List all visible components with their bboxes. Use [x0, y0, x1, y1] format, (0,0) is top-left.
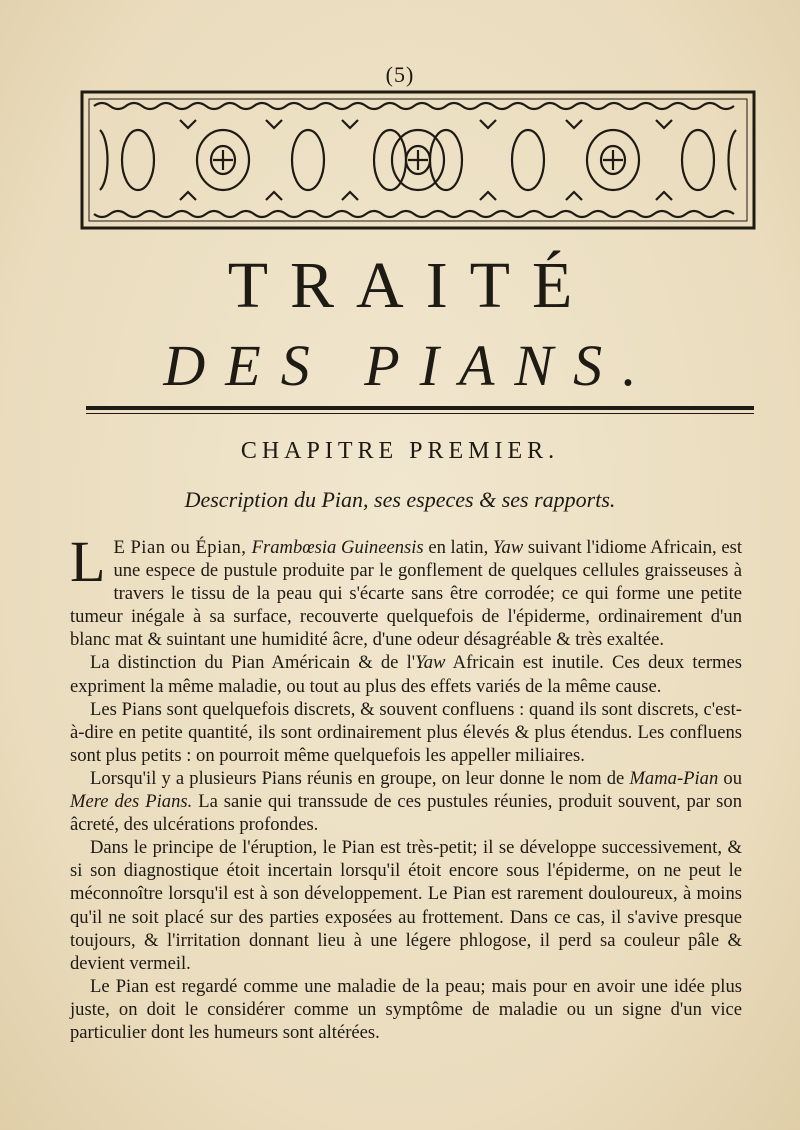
ornamental-headpiece — [80, 90, 756, 230]
chapter-description: Description du Pian, ses especes & ses rapports. — [184, 487, 616, 512]
double-rule-divider — [86, 406, 754, 414]
thick-rule — [86, 406, 754, 410]
text-span: La distinction du Pian Américain & de l' — [90, 652, 416, 674]
book-subtitle: DES PIANS. — [163, 333, 657, 398]
text-span: en latin, — [423, 537, 493, 558]
paragraph-6: Le Pian est regardé comme une maladie de la peau; mais pour en avoir une idée plus juste, on doit le considérer comme un symptôme de maladie ou un signe d'un vice particulier dont les humeurs sont altérées. — [70, 975, 742, 1043]
text-span: ou — [718, 767, 742, 789]
chapter-heading: CHAPITRE PREMIER. — [240, 438, 560, 464]
italic-term: Yaw — [415, 652, 446, 674]
text-span: E Pian ou Épian, — [113, 537, 252, 558]
text-span: suivant l'idiome Africain, est une espece de pustule produite par le gonflement de quelques cellules graisseuses à travers le tissu de la peau qui s'écarte sans être corrodée; ce qui forme une petite tumeur inégale à sa surface, recouverte quelquefois de l'épiderme, ordinairement d'un blanc mat & suintant une humidité âcre, d'une odeur désagréable & très exaltée. — [70, 537, 743, 651]
page-number: (5) — [385, 62, 415, 87]
book-title: TRAITÉ — [227, 249, 595, 322]
italic-term: Mama-Pian — [629, 767, 719, 789]
italic-term: Mere des Pians. — [70, 791, 193, 813]
paragraph-3: Les Pians sont quelquefois discrets, & souvent confluens : quand ils sont discrets, c'est-à-dire en petite quantité, ils sont ordinairement plus élevés & plus étendus. Les confluens sont plus petits : on pourroit même quelquefois les appeller miliaires. — [70, 698, 742, 766]
text-span: La sanie qui transsude de ces pustules réunies, produit souvent, par son âcreté, des ulcérations profondes. — [70, 791, 743, 836]
paragraph-1 — [70, 529, 743, 651]
text-span: Africain est inutile. Ces deux termes expriment la même maladie, ou tout au plus des effets variés de la même cause. — [70, 652, 742, 697]
drop-cap: L — [70, 529, 106, 594]
paragraph-4 — [70, 767, 742, 836]
paragraph-5: Dans le principe de l'éruption, le Pian est très-petit; il se développe successivement, & si son diagnostique étoit incertain lorsqu'il étoit encore sous l'épiderme, on ne peut le méconnoître lorsqu'il est à son développement. Le Pian est rarement douloureux, à moins qu'il ne soit placé sur des parties exposées au frottement. Dans ce cas, il s'avive presque toujours, & l'irritation donnant lieu à une légere phlogose, il perd sa couleur pâle & devient vermeil. — [70, 837, 742, 974]
thin-rule — [86, 413, 754, 414]
paragraph-2 — [70, 651, 742, 697]
italic-term: Yaw — [492, 537, 524, 558]
italic-term: Frambœsia Guineensis — [251, 537, 424, 558]
body-text — [70, 529, 743, 1044]
text-span: Lorsqu'il y a plusieurs Pians réunis en groupe, on leur donne le nom de — [90, 767, 630, 789]
